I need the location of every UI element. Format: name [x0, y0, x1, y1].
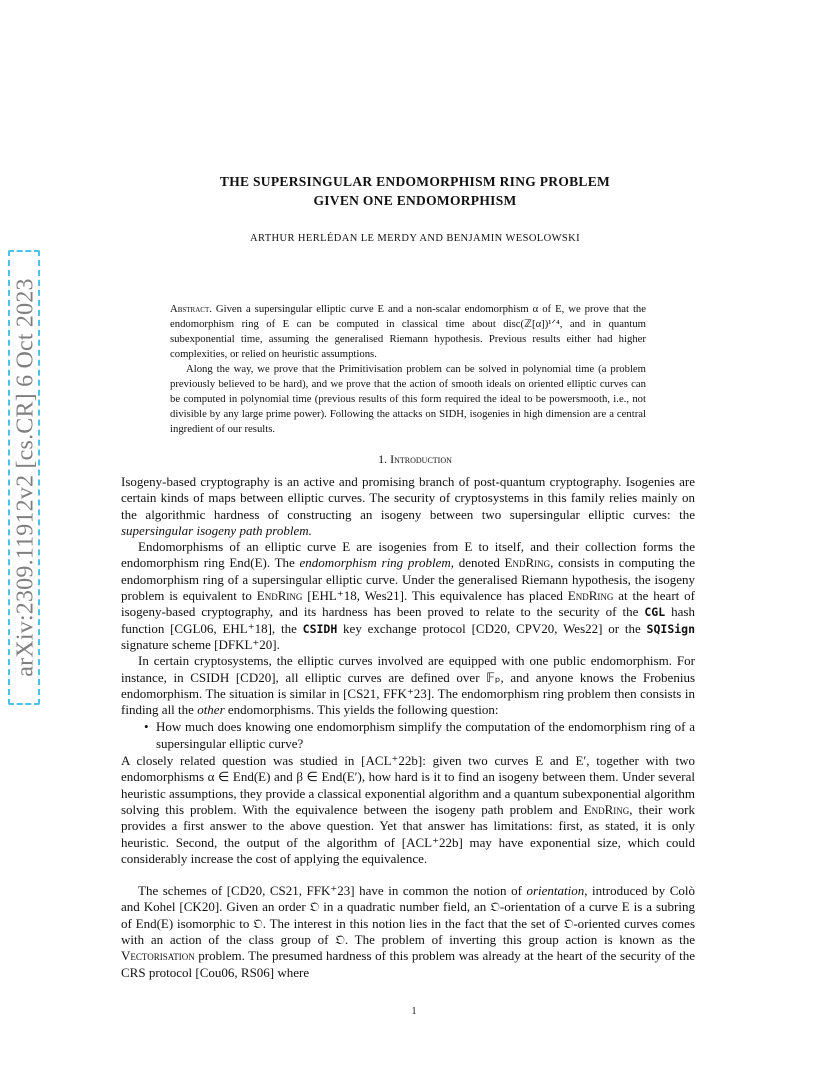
p2-text-h: signature scheme [DFKL⁺20].: [121, 636, 280, 652]
p3-emphasis: other: [197, 702, 225, 718]
paragraph-4: [121, 753, 695, 867]
abstract: [170, 302, 646, 437]
p2-text-f: hash function [CGL06, EHL⁺18], the: [121, 604, 695, 636]
vectorisation-term: Vectorisation: [121, 948, 195, 964]
p4-text-b: , their work provides a first answer to the above question. Yet that answer has limitations: first, as stated, it is only heuristic. Second, the output of the algorithm of [ACL⁺22b] may have exponential size, which could considerably increase the cost of applying the equivalence.: [121, 801, 695, 866]
paragraph-3: [121, 653, 695, 718]
arxiv-stamp[interactable]: [8, 250, 44, 705]
p1-emphasis: supersingular isogeny path problem.: [121, 522, 312, 538]
p3-text-a: In certain cryptosystems, the elliptic curves involved are equipped with one public endomorphism. For instance, in CSIDH [CD20], all elliptic curves are defined over 𝔽ₚ, and anyone knows the Frobenius endomorphism. The situation is similar in [CS21, FFK⁺23]. The endomorphism ring problem then consists in finding all the: [121, 653, 695, 718]
p3-text-b: endomorphisms. This yields the following question:: [224, 702, 499, 718]
arxiv-identifier[interactable]: arXiv:2309.11912v2 [cs.CR] 6 Oct 2023: [12, 278, 39, 677]
endring-term: EndRing: [583, 801, 630, 817]
cgl-term: CGL: [644, 605, 666, 620]
title-line-2: GIVEN ONE ENDOMORPHISM: [313, 193, 517, 208]
paragraph-1: [121, 474, 695, 539]
paper-authors: ARTHUR HERLÉDAN LE MERDY AND BENJAMIN WESOLOWSKI: [249, 233, 581, 244]
p2-text-a: Endomorphisms of an elliptic curve E are isogenies from E to itself, and their collection forms the endomorphism ring End(E). The: [121, 539, 695, 571]
p5-text-a: The schemes of [CD20, CS21, FFK⁺23] have in common the notion of: [138, 883, 527, 899]
endring-term: EndRing: [567, 588, 614, 604]
bullet-text: How much does knowing one endomorphism simplify the computation of the endomorphism ring of a supersingular elliptic curve?: [156, 719, 695, 751]
p2-text-g: key exchange protocol [CD20, CPV20, Wes22] or the: [337, 620, 647, 636]
paper-title: [120, 172, 710, 210]
p2-text-b: , denoted: [450, 555, 505, 571]
csidh-term: CSIDH: [302, 621, 338, 636]
section-title: Introduction: [390, 452, 452, 466]
endring-term: EndRing: [504, 555, 551, 571]
p5-emphasis: orientation: [526, 883, 585, 899]
p4-text-a: A closely related question was studied in [ACL⁺22b]: given two curves E and E′, together with two endomorphisms α ∈ End(E) and β ∈ End(E′), how hard is it to find an isogeny between them. Under several heuristic assumptions, they provide a classical exponential algorithm and a quantum subexponential algorithm solving this problem. With the equivalence between the isogeny path problem and: [121, 753, 695, 817]
abstract-text-1: Given a supersingular elliptic curve E and a non-scalar endomorphism α of E, we prove that the endomorphism ring of E can be computed in classical time about disc(ℤ[α])¹ᐟ⁴, and in quantum subexponential time, assuming the generalised Riemann hypothesis. Previous results either had higher complexities, or relied on heuristic assumptions.: [170, 303, 646, 360]
paragraph-5: [121, 883, 695, 981]
bullet-item: [121, 719, 695, 752]
p2-text-c: , consists in computing the endomorphism ring of a supersingular elliptic curve. Under the generalised Riemann hypothesis, the isogeny problem is equivalent to: [121, 555, 695, 604]
page-number: 1: [411, 1006, 417, 1017]
sqisign-term: SQISign: [646, 621, 696, 636]
bullet-icon: •: [144, 719, 149, 735]
abstract-paragraph-1: [170, 302, 646, 362]
abstract-label: Abstract.: [170, 303, 212, 315]
paragraph-gap: [121, 867, 695, 883]
abstract-paragraph-2: Along the way, we prove that the Primitivisation problem can be solved in polynomial time (a problem previously believed to be hard), and we prove that the action of smooth ideals on oriented elliptic curves can be computed in polynomial time (previous results of this form required the ideal to be powersmooth, i.e., not divisible by any large prime power). Following the attacks on SIDH, isogenies in high dimension are a central ingredient of our results.: [170, 363, 646, 435]
p2-text-e: at the heart of isogeny-based cryptography, and its hardness has been proved to relate to the security of the: [121, 588, 695, 620]
paragraph-2: [121, 539, 695, 653]
section-heading: [120, 452, 710, 467]
section-number: 1.: [378, 452, 388, 466]
body-text: [121, 474, 695, 981]
p5-text-b: , introduced by Colò and Kohel [CK20]. Given an order 𝔒 in a quadratic number field, an 𝔒-orientation of a curve E is a subring of End(E) isomorphic to 𝔒. The interest in this notion lies in the fact that the set of 𝔒-oriented curves comes with an action of the class group of 𝔒. The problem of inverting this group action is known as the: [121, 883, 695, 948]
p2-emphasis: endomorphism ring problem: [299, 555, 451, 571]
title-line-1: THE SUPERSINGULAR ENDOMORPHISM RING PROBLEM: [219, 174, 611, 189]
endring-term: EndRing: [256, 588, 303, 604]
p2-text-d: [EHL⁺18, Wes21]. This equivalence has placed: [302, 588, 568, 604]
p5-text-c: problem. The presumed hardness of this problem was already at the heart of the security of the CRS protocol [Cou06, RS06] where: [121, 948, 695, 980]
p1-text: Isogeny-based cryptography is an active and promising branch of post-quantum cryptography. Isogenies are certain kinds of maps between elliptic curves. The security of cryptosystems in this family relies mainly on the algorithmic hardness of constructing an isogeny between two supersingular elliptic curves: the: [121, 474, 695, 522]
